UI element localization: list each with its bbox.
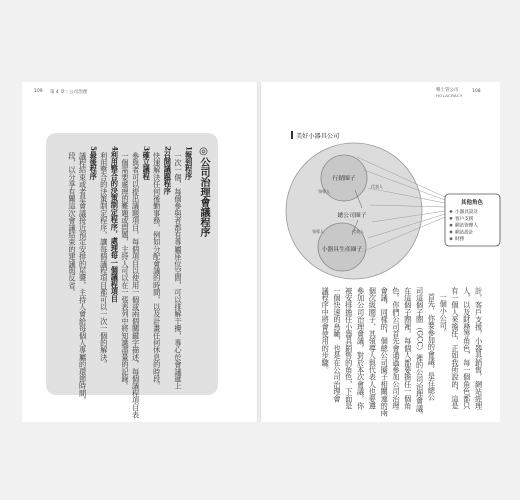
- procedure-step-heading: 4利用整合的決策制定程序，處理每一個議程項目: [110, 146, 120, 303]
- body-text-column: 司這個子圈（GCC）裡的公司治理會議。: [415, 287, 425, 419]
- right-running-head-sub: HOLACRACY: [436, 93, 463, 98]
- body-text-column: 有一個人來擔任，正如我所說的，這是: [450, 287, 460, 410]
- left-running-head: 第 4 章｜公司治理: [50, 90, 88, 95]
- right-running-head: 樂土管公司: [436, 88, 459, 93]
- procedure-step-text: 一個需要處理的難題或問題，主持人可以在一張表列中將知識盡量的記錄。: [120, 152, 130, 390]
- role-bullet: [450, 237, 453, 240]
- body-text-column: 一個小公司。: [439, 293, 449, 337]
- right-page-number: 108: [472, 89, 481, 94]
- procedure-step-text: 議程結束或者是會議接近預定安排的尾聲，主持人會給每個人專屬的環節時間，: [78, 152, 88, 404]
- diagram-title: 美好小器具公司: [296, 133, 340, 140]
- procedure-box-title: ◎公司治理會議程序: [198, 146, 209, 237]
- left-page-number: 109: [34, 89, 43, 94]
- role-item: 小器具設計: [455, 210, 478, 215]
- role-item: 網站管理人: [455, 223, 478, 229]
- production-circle-label: 小器具生產圈子: [321, 247, 363, 253]
- role-bullet: [450, 210, 453, 213]
- procedure-step-text: 利用整合的決策制定程序，讓每個議程項目都可以一次一個的解決。: [99, 152, 109, 368]
- sales-circle-label: 行銷圈子: [332, 176, 356, 182]
- role-item: 網站設計: [455, 230, 474, 236]
- procedure-step-text: 參與者可以提出議題項目，每個項目以使用一個或兩個關鍵字描述，每個議程項目表: [131, 152, 141, 419]
- body-text-column: 個次級圈子，其領導人與代表人也要遵: [368, 287, 378, 410]
- body-text-column: 參加公司治理會議，對於本次會議，你: [356, 287, 366, 410]
- procedure-step-text: 快速解決任何後勤事務，例如分配會議的時間，以及計畫任何休息的時段。: [152, 152, 162, 390]
- procedure-step-heading: 5最後程序: [89, 146, 99, 180]
- sales-leader-label: 領導人: [318, 189, 330, 194]
- general-circle-label: 總公司圈子: [337, 213, 367, 219]
- production-leader-label: 領導人: [312, 229, 324, 234]
- role-bullet: [450, 224, 453, 227]
- body-text-column: 色。你們公司首先會通過參加公司治理: [391, 287, 401, 410]
- other-roles-title: 其他角色: [460, 200, 484, 206]
- role-bullet: [450, 217, 453, 220]
- role-item: 財務: [455, 237, 465, 243]
- body-text-column: 議程序中將會使用的步驟。: [321, 287, 331, 374]
- body-text-column: 人，以及財務等角色，每一個角色都只: [462, 287, 472, 410]
- procedure-step-text: 段，以分享有關這次會議結束的建議與反省。: [67, 152, 77, 296]
- body-text-column: 首先，你要參加的會議，是在總公: [427, 293, 437, 401]
- body-text-column: 被安排擔任小器具銷售的角色，下面是: [344, 287, 354, 410]
- production-rep-label: 代表人: [352, 229, 364, 234]
- body-text-column: 一個快速的鳥瞰，也是在公司治理會: [332, 287, 342, 403]
- procedure-step-heading: 1報到程序: [184, 146, 194, 180]
- body-text-column: 在這個子圈裡，每個人都要擔任一個角: [403, 287, 413, 410]
- procedure-step-heading: 3確立議程: [142, 146, 152, 180]
- procedure-step-text: 一次一個，每個參與者都有專屬座位空間，可以排解干擾，專心於會議遞上: [173, 152, 183, 390]
- body-text-column: 會議，同樣的，個總公司圈子相關連的兩: [380, 287, 390, 417]
- role-bullet: [450, 231, 453, 234]
- sales-rep-label: 代表人: [371, 184, 383, 189]
- role-item: 客戶支援: [455, 216, 474, 222]
- procedure-step-heading: 2召開議題程序: [163, 146, 173, 195]
- body-text-column: 計，客戶支援，小器具銷售，網站經理: [474, 287, 484, 410]
